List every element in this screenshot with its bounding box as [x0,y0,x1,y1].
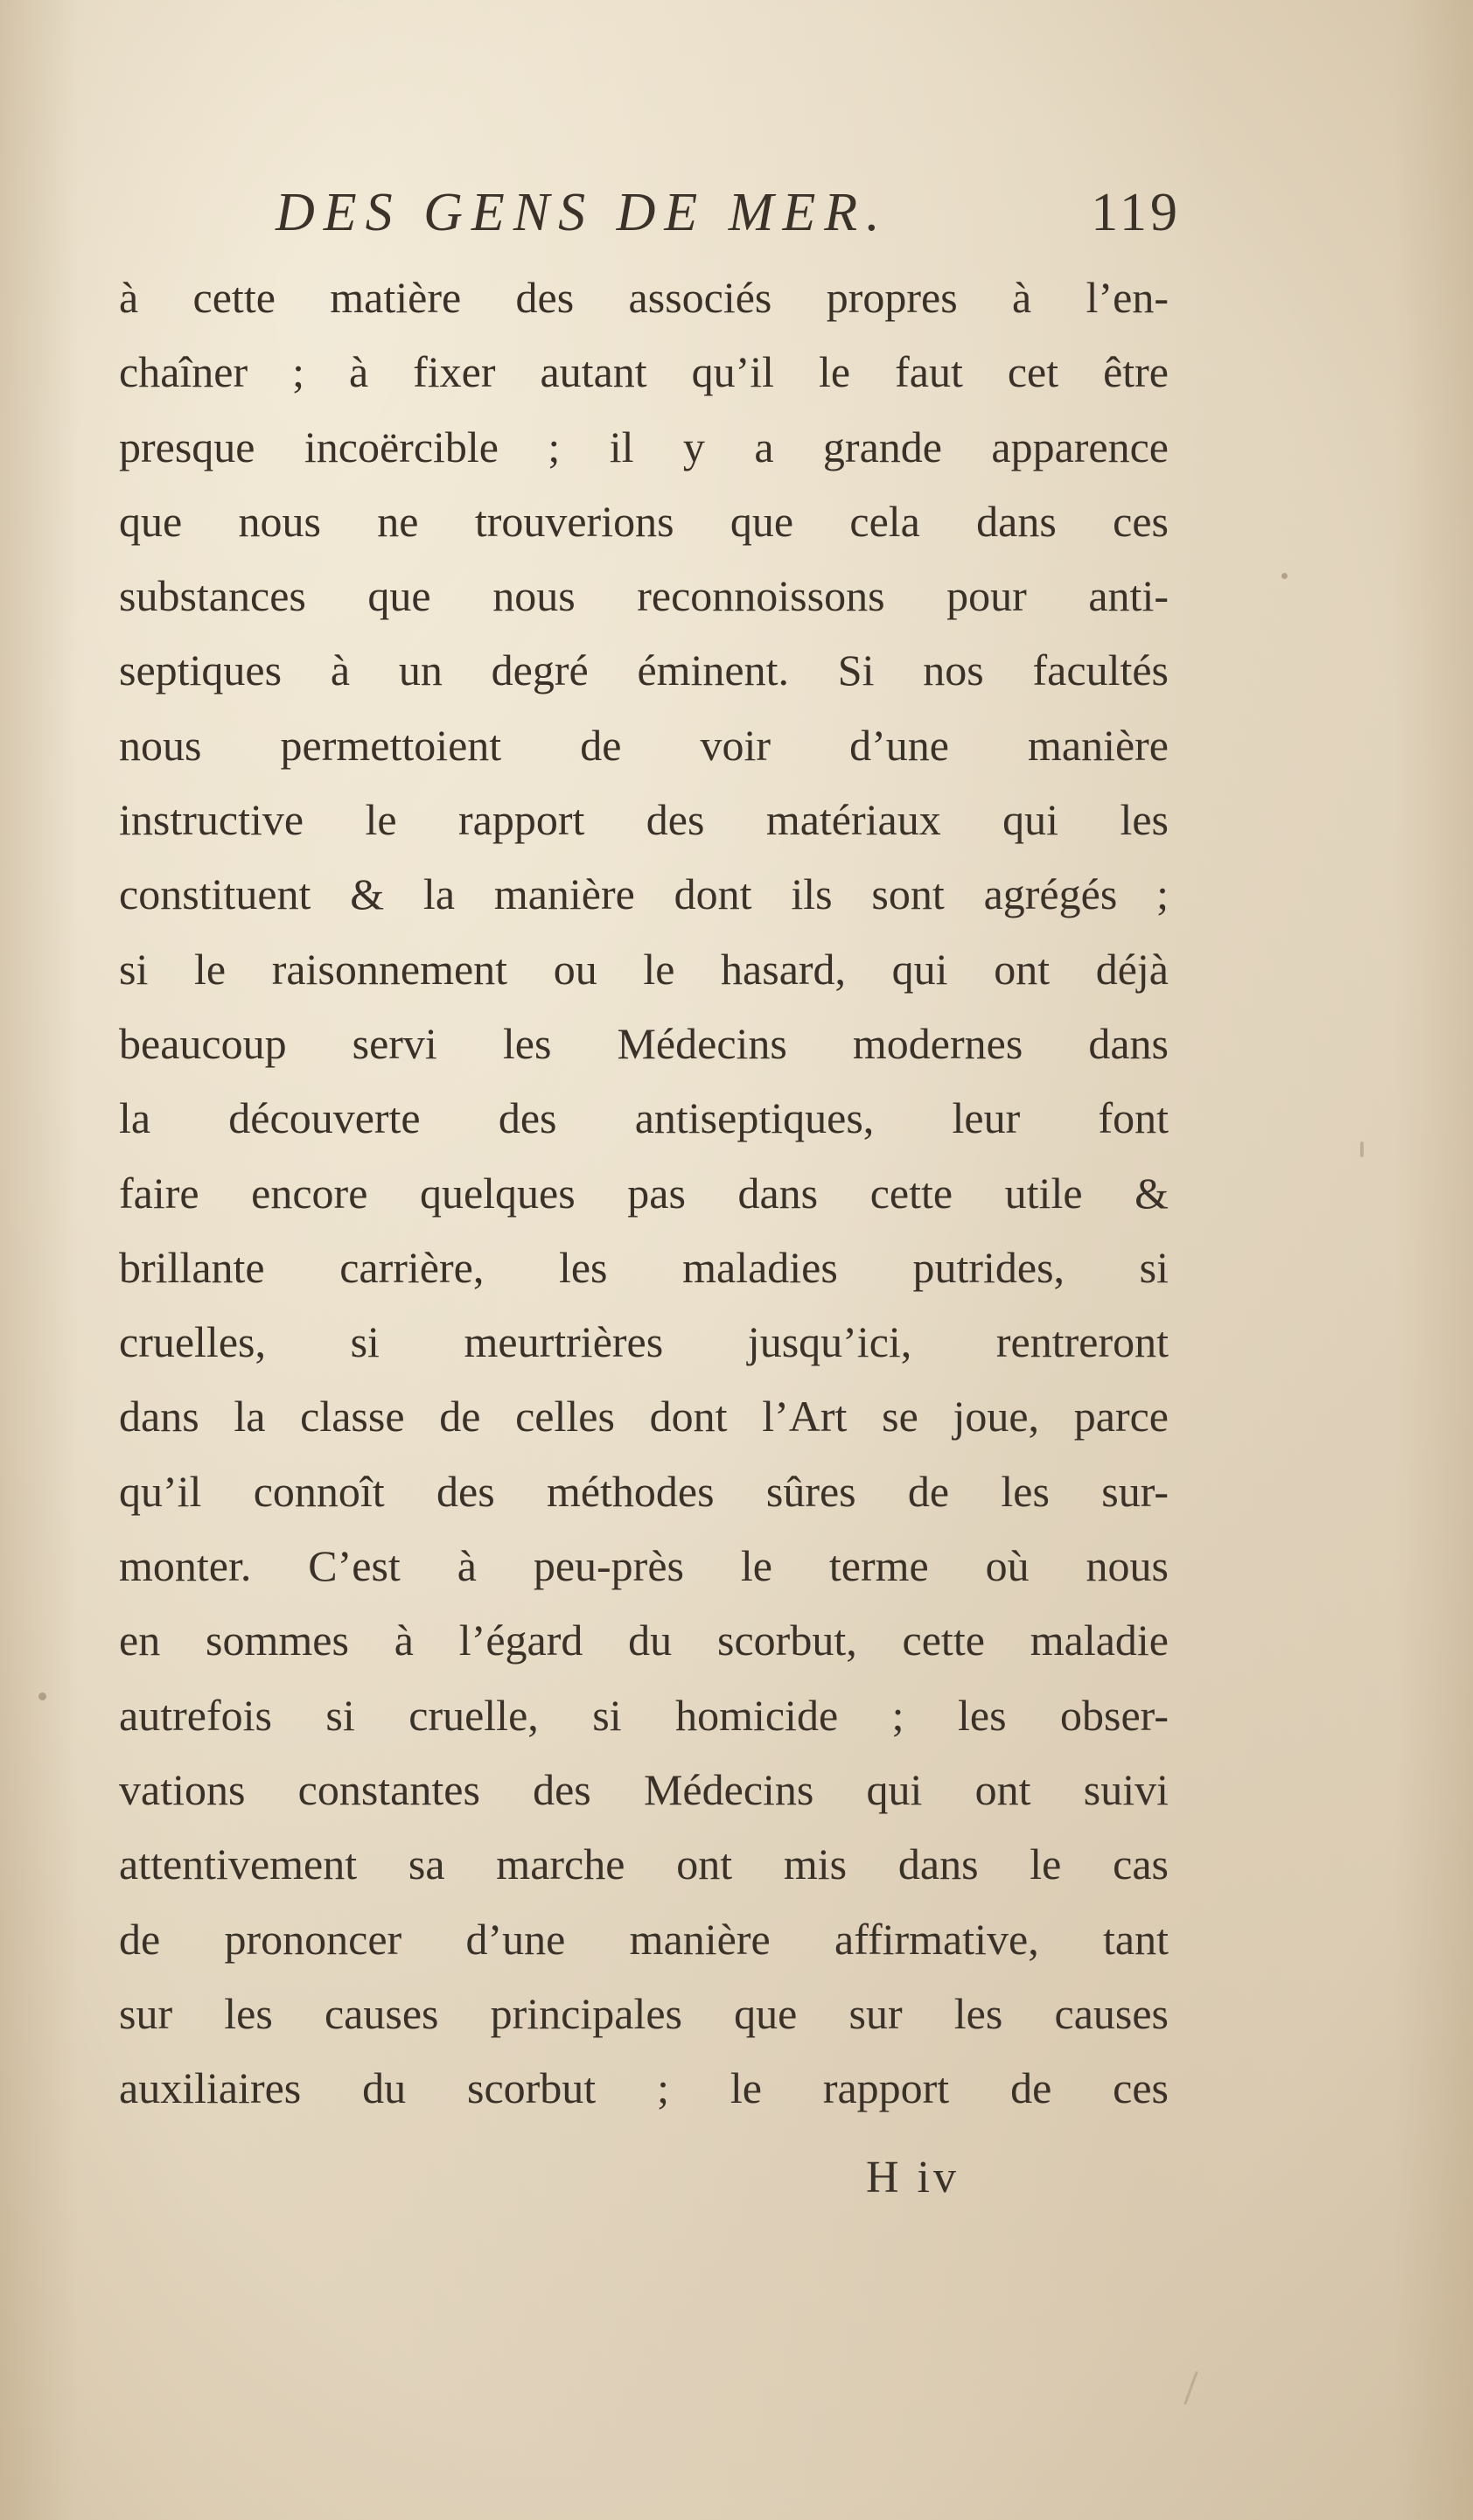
text-line: beaucoup servi les Médecins modernes dans [119,1018,1169,1068]
paper-speck [1183,2371,1198,2405]
signature-mark: H iv [866,2153,960,2202]
text-line: vations constantes des Médecins qui ont suivi [119,1764,1169,1814]
text-line: nous permettoient de voir d’une manière [119,720,1169,770]
running-head [276,182,1181,252]
text-line: auxiliaires du scorbut ; le rapport de ces [119,2063,1169,2113]
text-line: qu’il connoît des méthodes sûres de les sur- [119,1466,1169,1516]
text-line: septiques à un degré éminent. Si nos facultés [119,646,1169,695]
paper-speck [1360,1141,1364,1157]
page-edge-shadow-right [1394,0,1473,2520]
text-line: la découverte des antiseptiques, leur font [119,1093,1169,1143]
text-line: à cette matière des associés propres à l’en- [119,273,1169,322]
text-line: chaîner ; à fixer autant qu’il le faut cet être [119,347,1169,397]
text-line: cruelles, si meurtrières jusqu’ici, rentreront [119,1317,1169,1367]
text-line: presque incoërcible ; il y a grande apparence [119,422,1169,471]
body-text [119,261,1169,2126]
text-line: sur les causes principales que sur les causes [119,1988,1169,2038]
paper-speck [38,1693,46,1700]
text-line: dans la classe de celles dont l’Art se joue, parce [119,1392,1169,1441]
page-number: 119 [1091,183,1181,242]
running-title: DES GENS DE MER. [276,183,889,242]
text-line: si le raisonnement ou le hasard, qui ont déjà [119,944,1169,994]
page-edge-shadow-left [0,0,79,2520]
text-line: instructive le rapport des matériaux qui les [119,795,1169,845]
text-line: que nous ne trouverions que cela dans ces [119,496,1169,546]
text-line: faire encore quelques pas dans cette utile & [119,1168,1169,1218]
text-line: autrefois si cruelle, si homicide ; les obser- [119,1690,1169,1740]
text-line: constituent & la manière dont ils sont agrégés ; [119,869,1169,919]
text-line: substances que nous reconnoissons pour anti- [119,571,1169,621]
text-line: en sommes à l’égard du scorbut, cette maladie [119,1616,1169,1665]
text-line: attentivement sa marche ont mis dans le cas [119,1839,1169,1889]
text-line: brillante carrière, les maladies putrides, si [119,1242,1169,1292]
text-line: monter. C’est à peu-près le terme où nous [119,1541,1169,1591]
paper-speck [1281,573,1288,579]
text-line: de prononcer d’une manière affirmative, tant [119,1914,1169,1964]
